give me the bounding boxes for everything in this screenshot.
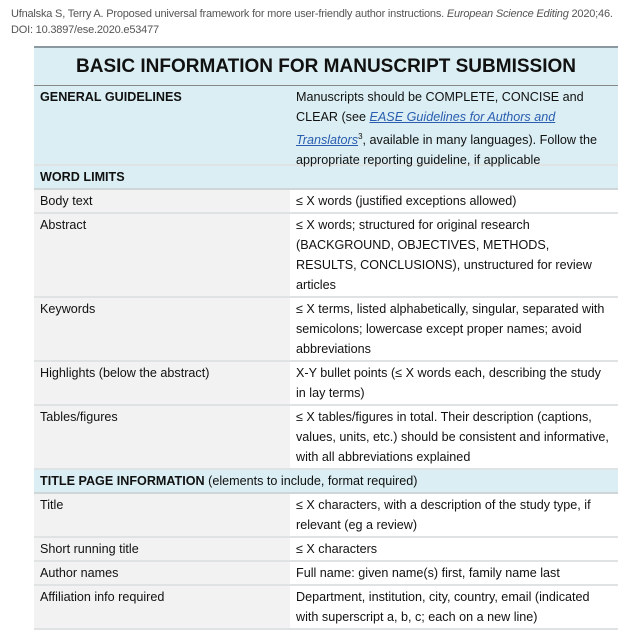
word-limits-header: WORD LIMITS: [34, 166, 618, 190]
row-label: Body text: [34, 190, 290, 212]
row-label: Highlights (below the abstract): [34, 362, 290, 404]
submission-info-table: [34, 46, 618, 630]
row-label: Keywords: [34, 298, 290, 360]
table-row: [34, 406, 618, 470]
row-label: Affiliation info required: [34, 586, 290, 628]
row-label: Abstract: [34, 214, 290, 296]
row-label: Tables/figures: [34, 406, 290, 468]
citation-year: 2020;46.: [571, 8, 613, 20]
general-guidelines-row: [34, 86, 618, 166]
row-value: ≤ X words (justified exceptions allowed): [290, 190, 618, 212]
row-value: ≤ X characters: [290, 538, 618, 560]
table-row: [34, 562, 618, 586]
row-value: Full name: given name(s) first, family name last: [290, 562, 618, 584]
general-guidelines-text: Manuscripts should be COMPLETE, CONCISE and CLEAR (see EASE Guidelines for Authors and Translators$^3$, available in many languages). Follow the appropriate reporting guideline, if applicable: [290, 86, 618, 164]
table-title: BASIC INFORMATION FOR MANUSCRIPT SUBMISSION: [34, 48, 618, 86]
table-row: [34, 298, 618, 362]
citation-doi: DOI: 10.3897/ese.2020.e53477: [11, 24, 159, 36]
table-row: [34, 362, 618, 406]
row-label: Author names: [34, 562, 290, 584]
row-value: X-Y bullet points (≤ X words each, describing the study in lay terms): [290, 362, 618, 404]
table-row: [34, 214, 618, 298]
table-row: [34, 586, 618, 630]
footnote-ref: 3: [358, 132, 363, 141]
row-label: Short running title: [34, 538, 290, 560]
general-guidelines-label: GENERAL GUIDELINES: [40, 90, 182, 104]
row-value: ≤ X tables/figures in total. Their description (captions, values, units, etc.) should be consistent and informative, with all abbreviations explained: [290, 406, 618, 468]
table-row: [34, 190, 618, 214]
title-page-header: TITLE PAGE INFORMATION (elements to include, format required): [34, 470, 618, 494]
table-row: [34, 494, 618, 538]
row-value: ≤ X characters, with a description of the study type, if relevant (eg a review): [290, 494, 618, 536]
citation-journal: European Science Editing: [446, 8, 569, 20]
ease-guidelines-link[interactable]: EASE Guidelines for Authors and Translators: [296, 110, 556, 148]
row-value: Department, institution, city, country, email (indicated with superscript a, b, c; each on a new line): [290, 586, 618, 628]
citation-authors: Ufnalska S, Terry A. Proposed universal framework for more user-friendly author instructions.: [11, 8, 444, 20]
row-value: ≤ X words; structured for original research (BACKGROUND, OBJECTIVES, METHODS, RESULTS, CONCLUSIONS), unstructured for review articles: [290, 214, 618, 296]
row-label: Title: [34, 494, 290, 536]
citation: [11, 6, 613, 38]
row-value: ≤ X terms, listed alphabetically, singular, separated with semicolons; lowercase except proper names; avoid abbreviations: [290, 298, 618, 360]
table-row: [34, 538, 618, 562]
